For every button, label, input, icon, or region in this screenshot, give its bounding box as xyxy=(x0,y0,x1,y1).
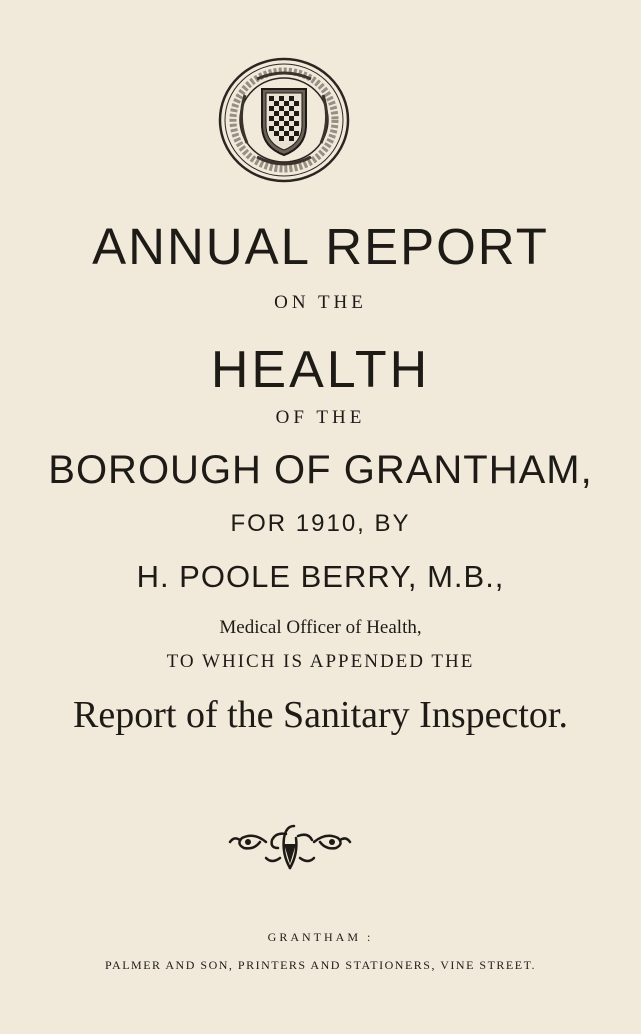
of-the-text: OF THE xyxy=(275,407,366,428)
appended-text: TO WHICH IS APPENDED THE xyxy=(166,651,475,672)
report-title: ANNUAL REPORT xyxy=(92,218,549,275)
health-heading: HEALTH xyxy=(210,341,431,399)
sanitary-report-heading: Report of the Sanitary Inspector. xyxy=(73,694,568,736)
imprint-place: GRANTHAM : xyxy=(267,930,374,944)
year-line: FOR 1910, BY xyxy=(230,510,411,537)
on-the-text: ON THE xyxy=(274,292,367,313)
borough-seal-icon xyxy=(217,55,351,185)
author-name: H. POOLE BERRY, M.B., xyxy=(136,559,505,594)
author-role: Medical Officer of Health, xyxy=(219,617,422,638)
ornament-icon xyxy=(226,818,354,872)
imprint-printers: PALMER AND SON, PRINTERS AND STATIONERS, VINE STREET. xyxy=(104,958,537,972)
borough-heading: BOROUGH OF GRANTHAM, xyxy=(48,448,593,492)
